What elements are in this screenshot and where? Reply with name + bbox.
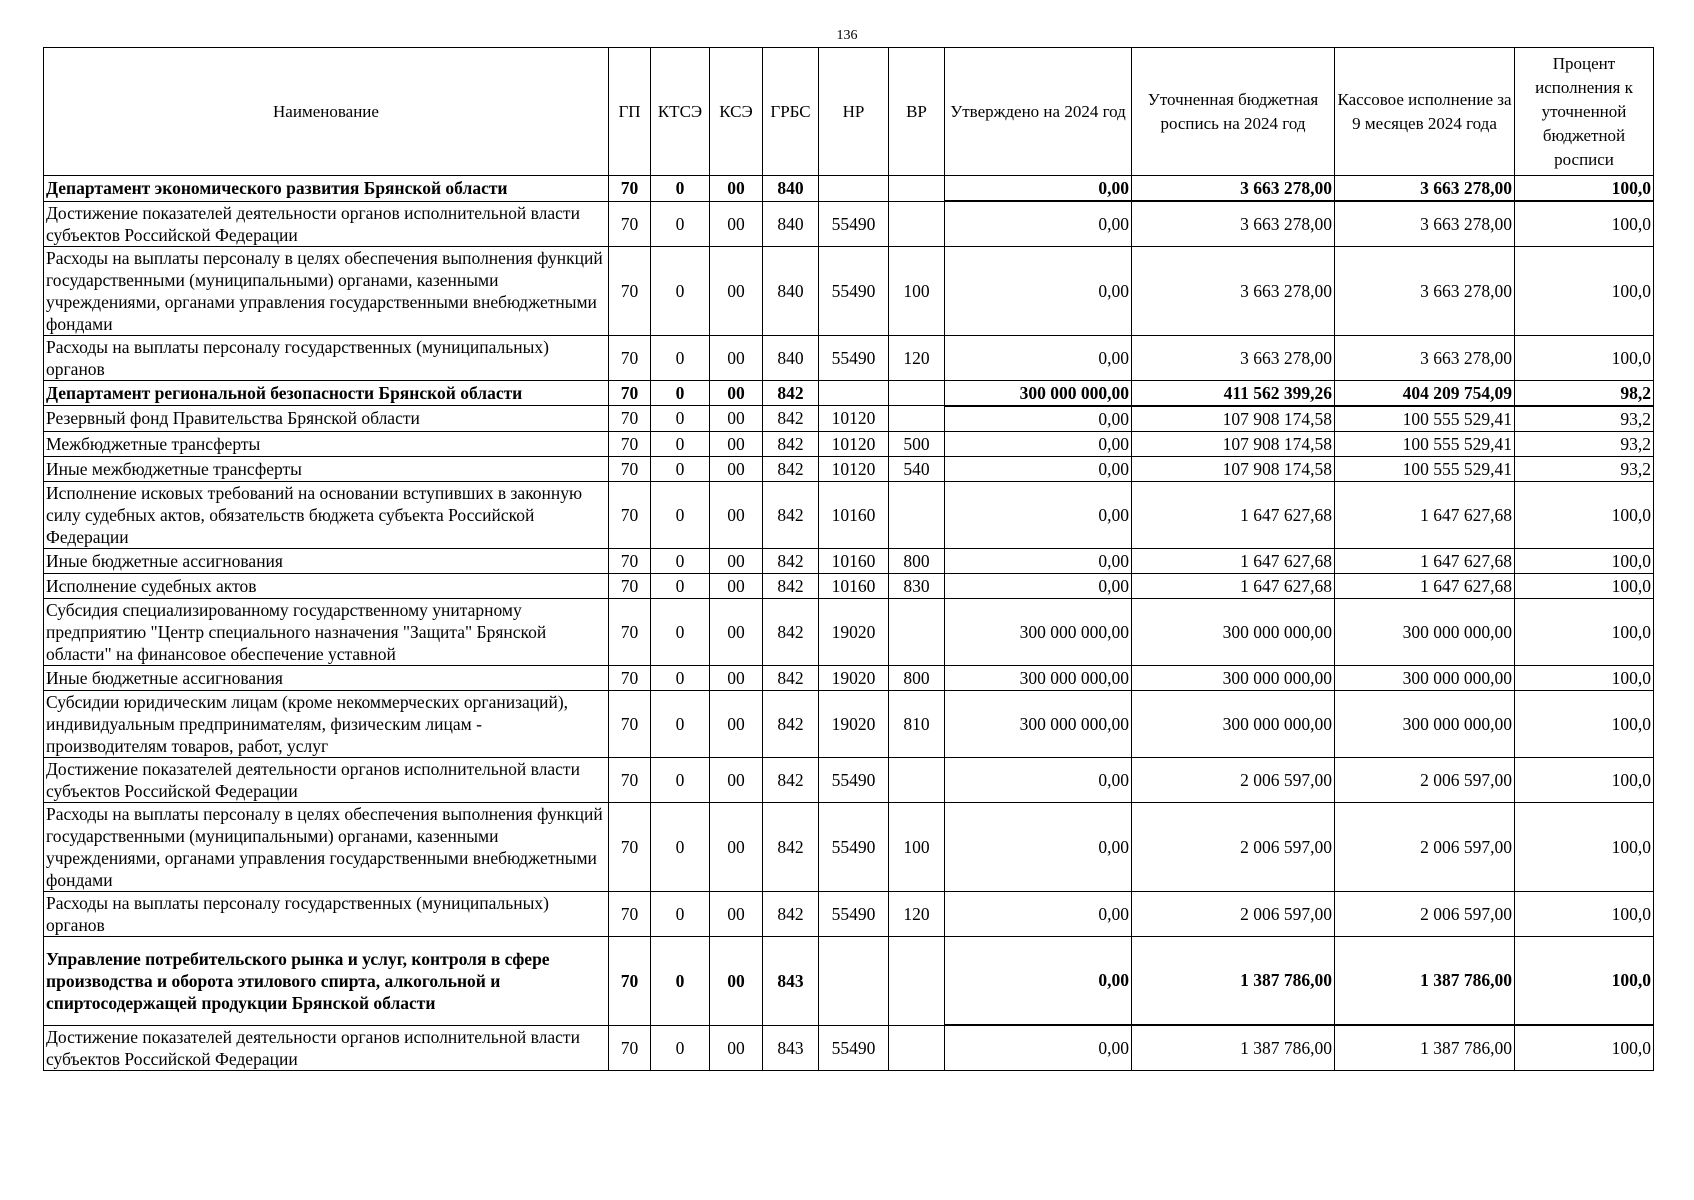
- row-approved: 300 000 000,00: [945, 598, 1132, 665]
- row-approved: 0,00: [945, 573, 1132, 598]
- row-vr: 120: [889, 335, 945, 380]
- row-approved: 0,00: [945, 201, 1132, 246]
- table-row: [44, 690, 1654, 757]
- row-name: Субсидии юридическим лицам (кроме некоммерческих организаций), индивидуальным предпринимателям, физическим лицам - производителям товаров, работ, услуг: [44, 690, 609, 757]
- row-percent: 93,2: [1515, 406, 1654, 432]
- row-vr: [889, 201, 945, 246]
- row-nr: 19020: [819, 598, 889, 665]
- table-row: [44, 380, 1654, 406]
- row-name: Достижение показателей деятельности органов исполнительной власти субъектов Российской Федерации: [44, 757, 609, 802]
- row-approved: 0,00: [945, 481, 1132, 548]
- row-percent: 100,0: [1515, 757, 1654, 802]
- row-nr: 10160: [819, 548, 889, 573]
- row-name: Расходы на выплаты персоналу государственных (муниципальных) органов: [44, 335, 609, 380]
- row-nr: [819, 380, 889, 406]
- row-grbs: 840: [763, 176, 819, 202]
- header-ktse: КТСЭ: [651, 48, 710, 176]
- row-refined: 1 387 786,00: [1132, 1025, 1335, 1070]
- row-refined: 300 000 000,00: [1132, 598, 1335, 665]
- row-approved: 0,00: [945, 246, 1132, 335]
- row-grbs: 842: [763, 406, 819, 432]
- row-ktse: 0: [651, 431, 710, 456]
- row-vr: 120: [889, 891, 945, 936]
- budget-execution-table: [43, 47, 1654, 1071]
- row-gp: 70: [609, 690, 651, 757]
- row-ktse: 0: [651, 176, 710, 202]
- row-vr: [889, 176, 945, 202]
- header-kse: КСЭ: [710, 48, 763, 176]
- table-row: [44, 802, 1654, 891]
- row-kse: 00: [710, 406, 763, 432]
- row-approved: 0,00: [945, 431, 1132, 456]
- row-nr: 55490: [819, 1025, 889, 1070]
- table-row: [44, 891, 1654, 936]
- row-refined: 3 663 278,00: [1132, 335, 1335, 380]
- row-name: Межбюджетные трансферты: [44, 431, 609, 456]
- header-vr: ВР: [889, 48, 945, 176]
- row-cash-execution: 404 209 754,09: [1335, 380, 1515, 406]
- row-percent: 100,0: [1515, 1025, 1654, 1070]
- row-cash-execution: 3 663 278,00: [1335, 201, 1515, 246]
- row-gp: 70: [609, 802, 651, 891]
- row-nr: 55490: [819, 802, 889, 891]
- row-cash-execution: 300 000 000,00: [1335, 665, 1515, 690]
- row-kse: 00: [710, 598, 763, 665]
- row-percent: 100,0: [1515, 246, 1654, 335]
- row-cash-execution: 1 647 627,68: [1335, 573, 1515, 598]
- row-cash-execution: 100 555 529,41: [1335, 431, 1515, 456]
- row-ktse: 0: [651, 456, 710, 481]
- row-kse: 00: [710, 246, 763, 335]
- header-cash-execution: Кассовое исполнение за 9 месяцев 2024 года: [1335, 48, 1515, 176]
- row-refined: 1 647 627,68: [1132, 573, 1335, 598]
- row-refined: 1 647 627,68: [1132, 548, 1335, 573]
- page-number: 136: [836, 28, 858, 43]
- header-gp: ГП: [609, 48, 651, 176]
- row-nr: 10160: [819, 573, 889, 598]
- row-ktse: 0: [651, 598, 710, 665]
- row-gp: 70: [609, 201, 651, 246]
- row-approved: 300 000 000,00: [945, 690, 1132, 757]
- row-grbs: 842: [763, 598, 819, 665]
- row-cash-execution: 100 555 529,41: [1335, 456, 1515, 481]
- row-grbs: 843: [763, 936, 819, 1025]
- table-row: [44, 757, 1654, 802]
- row-approved: 0,00: [945, 936, 1132, 1025]
- row-cash-execution: 2 006 597,00: [1335, 757, 1515, 802]
- row-kse: 00: [710, 891, 763, 936]
- row-vr: [889, 598, 945, 665]
- row-refined: 411 562 399,26: [1132, 380, 1335, 406]
- row-kse: 00: [710, 802, 763, 891]
- header-percent: Процент исполнения к уточненной бюджетной росписи: [1515, 48, 1654, 176]
- row-nr: 19020: [819, 665, 889, 690]
- row-cash-execution: 1 387 786,00: [1335, 1025, 1515, 1070]
- row-name: Управление потребительского рынка и услуг, контроля в сфере производства и оборота этилового спирта, алкогольной и спиртосодержащей продукции Брянской области: [44, 936, 609, 1025]
- row-refined: 107 908 174,58: [1132, 431, 1335, 456]
- row-name: Иные бюджетные ассигнования: [44, 548, 609, 573]
- row-ktse: 0: [651, 481, 710, 548]
- row-grbs: 840: [763, 246, 819, 335]
- row-approved: 0,00: [945, 891, 1132, 936]
- row-refined: 2 006 597,00: [1132, 891, 1335, 936]
- row-grbs: 843: [763, 1025, 819, 1070]
- row-percent: 100,0: [1515, 665, 1654, 690]
- header-grbs: ГРБС: [763, 48, 819, 176]
- row-refined: 107 908 174,58: [1132, 406, 1335, 432]
- row-refined: 2 006 597,00: [1132, 757, 1335, 802]
- row-name: Иные бюджетные ассигнования: [44, 665, 609, 690]
- row-name: Достижение показателей деятельности органов исполнительной власти субъектов Российской Федерации: [44, 1025, 609, 1070]
- row-refined: 107 908 174,58: [1132, 456, 1335, 481]
- row-ktse: 0: [651, 335, 710, 380]
- row-refined: 1 387 786,00: [1132, 936, 1335, 1025]
- row-approved: 0,00: [945, 548, 1132, 573]
- table-row: [44, 456, 1654, 481]
- row-vr: [889, 406, 945, 432]
- table-row: [44, 598, 1654, 665]
- row-vr: [889, 481, 945, 548]
- table-row: [44, 335, 1654, 380]
- row-approved: 0,00: [945, 335, 1132, 380]
- row-kse: 00: [710, 335, 763, 380]
- row-approved: 0,00: [945, 802, 1132, 891]
- row-percent: 100,0: [1515, 335, 1654, 380]
- row-grbs: 842: [763, 802, 819, 891]
- row-refined: 3 663 278,00: [1132, 176, 1335, 202]
- row-refined: 3 663 278,00: [1132, 201, 1335, 246]
- row-percent: 100,0: [1515, 573, 1654, 598]
- row-percent: 100,0: [1515, 201, 1654, 246]
- row-cash-execution: 1 647 627,68: [1335, 481, 1515, 548]
- table-row: [44, 548, 1654, 573]
- row-nr: 55490: [819, 246, 889, 335]
- row-vr: 500: [889, 431, 945, 456]
- row-vr: 540: [889, 456, 945, 481]
- row-refined: 300 000 000,00: [1132, 665, 1335, 690]
- row-ktse: 0: [651, 891, 710, 936]
- row-nr: 19020: [819, 690, 889, 757]
- row-grbs: 842: [763, 573, 819, 598]
- row-percent: 93,2: [1515, 431, 1654, 456]
- row-approved: 0,00: [945, 176, 1132, 202]
- row-kse: 00: [710, 1025, 763, 1070]
- row-name: Расходы на выплаты персоналу в целях обеспечения выполнения функций государственными (муниципальными) органами, казенными учреждениями, органами управления государственными внебюджетными фондами: [44, 802, 609, 891]
- row-grbs: 842: [763, 891, 819, 936]
- row-gp: 70: [609, 456, 651, 481]
- row-percent: 100,0: [1515, 176, 1654, 202]
- table-body: [44, 176, 1654, 1071]
- row-gp: 70: [609, 431, 651, 456]
- row-vr: 810: [889, 690, 945, 757]
- row-nr: 55490: [819, 757, 889, 802]
- row-grbs: 842: [763, 757, 819, 802]
- row-grbs: 840: [763, 201, 819, 246]
- table-row: [44, 431, 1654, 456]
- row-ktse: 0: [651, 406, 710, 432]
- row-approved: 0,00: [945, 1025, 1132, 1070]
- row-cash-execution: 2 006 597,00: [1335, 802, 1515, 891]
- table-row: [44, 936, 1654, 1025]
- table-row: [44, 665, 1654, 690]
- row-kse: 00: [710, 548, 763, 573]
- row-ktse: 0: [651, 380, 710, 406]
- row-ktse: 0: [651, 690, 710, 757]
- row-cash-execution: 3 663 278,00: [1335, 335, 1515, 380]
- row-name: Резервный фонд Правительства Брянской области: [44, 406, 609, 432]
- row-ktse: 0: [651, 665, 710, 690]
- row-name: Расходы на выплаты персоналу в целях обеспечения выполнения функций государственными (муниципальными) органами, казенными учреждениями, органами управления государственными внебюджетными фондами: [44, 246, 609, 335]
- row-kse: 00: [710, 456, 763, 481]
- row-name: Департамент экономического развития Брянской области: [44, 176, 609, 202]
- row-grbs: 842: [763, 456, 819, 481]
- header-name: Наименование: [44, 48, 609, 176]
- row-percent: 100,0: [1515, 548, 1654, 573]
- row-vr: 800: [889, 665, 945, 690]
- row-percent: 100,0: [1515, 891, 1654, 936]
- row-nr: [819, 936, 889, 1025]
- row-percent: 100,0: [1515, 802, 1654, 891]
- row-vr: 800: [889, 548, 945, 573]
- row-nr: 10160: [819, 481, 889, 548]
- row-ktse: 0: [651, 936, 710, 1025]
- row-vr: [889, 1025, 945, 1070]
- table-row: [44, 481, 1654, 548]
- row-refined: 3 663 278,00: [1132, 246, 1335, 335]
- row-approved: 300 000 000,00: [945, 380, 1132, 406]
- row-percent: 100,0: [1515, 598, 1654, 665]
- row-gp: 70: [609, 176, 651, 202]
- row-name: Исполнение судебных актов: [44, 573, 609, 598]
- row-name: Департамент региональной безопасности Брянской области: [44, 380, 609, 406]
- row-gp: 70: [609, 1025, 651, 1070]
- row-vr: 100: [889, 246, 945, 335]
- row-ktse: 0: [651, 802, 710, 891]
- table-row: [44, 1025, 1654, 1070]
- row-nr: 10120: [819, 456, 889, 481]
- row-approved: 0,00: [945, 406, 1132, 432]
- row-percent: 100,0: [1515, 690, 1654, 757]
- row-gp: 70: [609, 757, 651, 802]
- row-cash-execution: 3 663 278,00: [1335, 246, 1515, 335]
- row-approved: 300 000 000,00: [945, 665, 1132, 690]
- header-refined: Уточненная бюджетная роспись на 2024 год: [1132, 48, 1335, 176]
- row-kse: 00: [710, 665, 763, 690]
- table-row: [44, 573, 1654, 598]
- row-grbs: 842: [763, 431, 819, 456]
- header-approved: Утверждено на 2024 год: [945, 48, 1132, 176]
- row-gp: 70: [609, 891, 651, 936]
- row-gp: 70: [609, 548, 651, 573]
- row-nr: 10120: [819, 431, 889, 456]
- table-row: [44, 176, 1654, 202]
- table-header-row: [44, 48, 1654, 176]
- row-cash-execution: 1 647 627,68: [1335, 548, 1515, 573]
- row-refined: 300 000 000,00: [1132, 690, 1335, 757]
- row-vr: 830: [889, 573, 945, 598]
- row-gp: 70: [609, 573, 651, 598]
- row-kse: 00: [710, 757, 763, 802]
- row-nr: 55490: [819, 201, 889, 246]
- row-percent: 93,2: [1515, 456, 1654, 481]
- row-percent: 98,2: [1515, 380, 1654, 406]
- row-grbs: 842: [763, 380, 819, 406]
- row-cash-execution: 2 006 597,00: [1335, 891, 1515, 936]
- header-nr: НР: [819, 48, 889, 176]
- row-kse: 00: [710, 201, 763, 246]
- row-refined: 1 647 627,68: [1132, 481, 1335, 548]
- row-gp: 70: [609, 380, 651, 406]
- row-vr: [889, 380, 945, 406]
- row-name: Иные межбюджетные трансферты: [44, 456, 609, 481]
- row-ktse: 0: [651, 246, 710, 335]
- row-grbs: 842: [763, 481, 819, 548]
- row-kse: 00: [710, 380, 763, 406]
- row-ktse: 0: [651, 757, 710, 802]
- row-ktse: 0: [651, 548, 710, 573]
- row-kse: 00: [710, 481, 763, 548]
- row-percent: 100,0: [1515, 481, 1654, 548]
- row-percent: 100,0: [1515, 936, 1654, 1025]
- row-name: Субсидия специализированному государственному унитарному предприятию "Центр специального назначения "Защита" Брянской области" на финансовое обеспечение уставной: [44, 598, 609, 665]
- row-gp: 70: [609, 481, 651, 548]
- row-grbs: 842: [763, 548, 819, 573]
- row-gp: 70: [609, 246, 651, 335]
- table-row: [44, 201, 1654, 246]
- row-grbs: 842: [763, 690, 819, 757]
- row-gp: 70: [609, 936, 651, 1025]
- row-name: Расходы на выплаты персоналу государственных (муниципальных) органов: [44, 891, 609, 936]
- row-ktse: 0: [651, 573, 710, 598]
- row-cash-execution: 3 663 278,00: [1335, 176, 1515, 202]
- row-grbs: 840: [763, 335, 819, 380]
- row-cash-execution: 100 555 529,41: [1335, 406, 1515, 432]
- row-name: Достижение показателей деятельности органов исполнительной власти субъектов Российской Федерации: [44, 201, 609, 246]
- row-approved: 0,00: [945, 757, 1132, 802]
- row-ktse: 0: [651, 201, 710, 246]
- row-kse: 00: [710, 690, 763, 757]
- row-nr: [819, 176, 889, 202]
- row-vr: [889, 757, 945, 802]
- row-approved: 0,00: [945, 456, 1132, 481]
- row-gp: 70: [609, 406, 651, 432]
- table-row: [44, 406, 1654, 432]
- row-grbs: 842: [763, 665, 819, 690]
- row-vr: 100: [889, 802, 945, 891]
- row-gp: 70: [609, 335, 651, 380]
- row-ktse: 0: [651, 1025, 710, 1070]
- row-nr: 10120: [819, 406, 889, 432]
- row-cash-execution: 300 000 000,00: [1335, 690, 1515, 757]
- row-kse: 00: [710, 176, 763, 202]
- row-cash-execution: 300 000 000,00: [1335, 598, 1515, 665]
- row-cash-execution: 1 387 786,00: [1335, 936, 1515, 1025]
- row-kse: 00: [710, 936, 763, 1025]
- row-gp: 70: [609, 665, 651, 690]
- row-gp: 70: [609, 598, 651, 665]
- table-row: [44, 246, 1654, 335]
- row-nr: 55490: [819, 335, 889, 380]
- row-vr: [889, 936, 945, 1025]
- row-kse: 00: [710, 431, 763, 456]
- row-nr: 55490: [819, 891, 889, 936]
- row-refined: 2 006 597,00: [1132, 802, 1335, 891]
- row-kse: 00: [710, 573, 763, 598]
- row-name: Исполнение исковых требований на основании вступивших в законную силу судебных актов, обязательств бюджета субъекта Российской Федерации: [44, 481, 609, 548]
